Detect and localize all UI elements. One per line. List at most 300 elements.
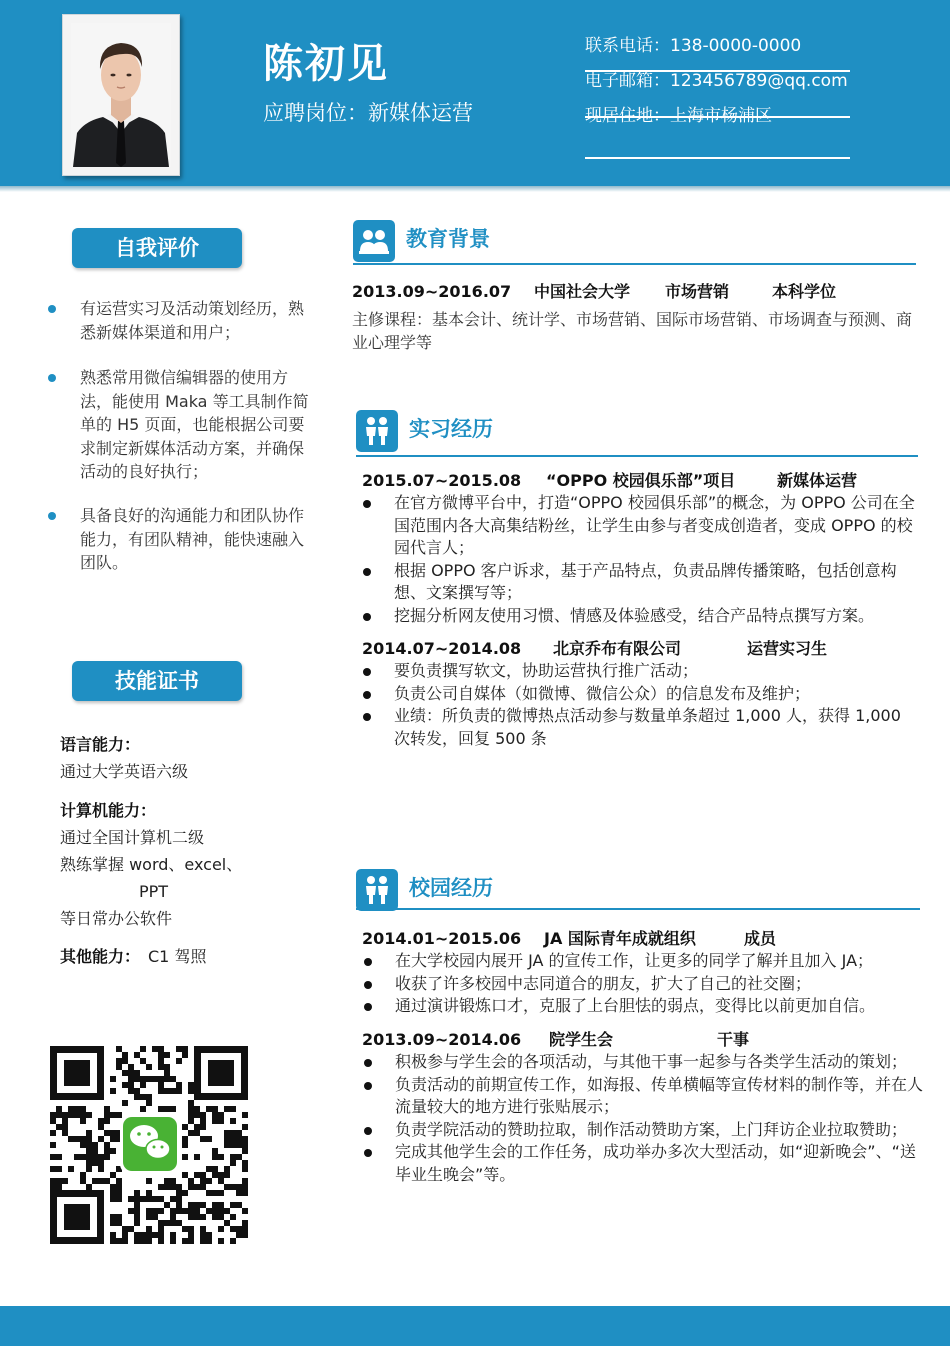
qr-module bbox=[140, 1058, 146, 1064]
qr-module bbox=[110, 1130, 116, 1136]
qr-module bbox=[212, 1172, 218, 1178]
qr-module bbox=[146, 1064, 152, 1070]
qr-module bbox=[242, 1232, 248, 1238]
qr-module bbox=[212, 1214, 218, 1220]
qr-module bbox=[134, 1070, 140, 1076]
header-shadow bbox=[0, 186, 950, 192]
qr-module bbox=[182, 1142, 188, 1148]
qr-module bbox=[146, 1214, 152, 1220]
qr-module bbox=[158, 1238, 164, 1244]
internship-heading: 实习经历 bbox=[409, 417, 493, 441]
qr-module bbox=[176, 1046, 182, 1052]
qr-module bbox=[188, 1118, 194, 1124]
qr-module bbox=[128, 1076, 134, 1082]
qr-module bbox=[86, 1166, 92, 1172]
education-heading: 教育背景 bbox=[406, 227, 490, 251]
list-item: 负责活动的前期宣传工作，如海报、传单横幅等宣传材料的制作等，并在人流量较大的地方进行张贴展示； bbox=[364, 1074, 924, 1119]
qr-module bbox=[242, 1178, 248, 1184]
qr-module bbox=[104, 1118, 110, 1124]
qr-module bbox=[176, 1220, 182, 1226]
contact-divider bbox=[585, 157, 850, 159]
qr-module bbox=[104, 1178, 110, 1184]
skills-heading: 技能证书 bbox=[72, 661, 242, 701]
profile-photo bbox=[71, 23, 171, 167]
qr-module bbox=[56, 1112, 62, 1118]
qr-module bbox=[50, 1166, 56, 1172]
qr-module bbox=[140, 1106, 146, 1112]
qr-module bbox=[56, 1106, 62, 1112]
qr-module bbox=[212, 1112, 218, 1118]
campus-heading: 校园经历 bbox=[409, 876, 493, 900]
other-skill-label: 其他能力： bbox=[60, 947, 141, 966]
qr-module bbox=[182, 1190, 188, 1196]
qr-module bbox=[110, 1088, 116, 1094]
qr-module bbox=[230, 1106, 236, 1112]
qr-module bbox=[206, 1166, 212, 1172]
qr-module bbox=[158, 1208, 164, 1214]
qr-module bbox=[134, 1190, 140, 1196]
qr-module bbox=[98, 1136, 104, 1142]
qr-module bbox=[224, 1166, 230, 1172]
qr-module bbox=[218, 1118, 224, 1124]
computer-skill-label: 计算机能力： bbox=[60, 801, 157, 820]
candidate-name: 陈初见 bbox=[263, 41, 389, 87]
qr-module bbox=[206, 1106, 212, 1112]
qr-module bbox=[158, 1106, 164, 1112]
qr-module bbox=[122, 1058, 128, 1064]
qr-module bbox=[98, 1166, 104, 1172]
qr-module bbox=[200, 1184, 206, 1190]
qr-module bbox=[218, 1154, 224, 1160]
qr-module bbox=[164, 1184, 170, 1190]
qr-module bbox=[236, 1136, 242, 1142]
list-item: 业绩：所负责的微博热点活动参与数量单条超过 1,000 人，获得 1,000 次转发，回复 500 条 bbox=[363, 705, 918, 750]
qr-module bbox=[212, 1208, 218, 1214]
qr-module bbox=[56, 1184, 62, 1190]
list-item: 收获了许多校园中志同道合的朋友，扩大了自己的社交圈； bbox=[364, 973, 924, 996]
qr-module bbox=[164, 1202, 170, 1208]
internship-period: 2014.07~2014.08 bbox=[362, 639, 522, 658]
qr-module bbox=[86, 1154, 92, 1160]
computer-skill-line: 熟练掌握 word、excel、 bbox=[60, 855, 243, 874]
qr-module bbox=[146, 1190, 152, 1196]
language-skill-label: 语言能力： bbox=[60, 735, 141, 754]
qr-module bbox=[206, 1190, 212, 1196]
qr-module bbox=[182, 1052, 188, 1058]
qr-module bbox=[116, 1058, 122, 1064]
qr-module bbox=[62, 1112, 68, 1118]
qr-module bbox=[74, 1154, 80, 1160]
qr-module bbox=[80, 1106, 86, 1112]
section-divider bbox=[353, 263, 916, 265]
qr-module bbox=[212, 1148, 218, 1154]
qr-module bbox=[230, 1214, 236, 1220]
qr-module bbox=[110, 1076, 116, 1082]
qr-module bbox=[200, 1178, 206, 1184]
qr-module bbox=[92, 1148, 98, 1154]
education-major: 市场营销 bbox=[665, 282, 730, 301]
qr-module bbox=[242, 1208, 248, 1214]
qr-module bbox=[188, 1100, 194, 1106]
qr-module bbox=[158, 1220, 164, 1226]
qr-module bbox=[110, 1112, 116, 1118]
qr-module bbox=[230, 1130, 236, 1136]
contact-phone: 联系电话：138-0000-0000 bbox=[585, 36, 802, 56]
self-evaluation-item: 熟悉常用微信编辑器的使用方法，能使用 Maka 等工具制作简单的 H5 页面，也能根据公司要求制定新媒体活动方案，并确保活动的良好执行； bbox=[80, 368, 309, 481]
qr-module bbox=[218, 1208, 224, 1214]
qr-module bbox=[158, 1184, 164, 1190]
qr-module bbox=[134, 1052, 140, 1058]
qr-module bbox=[194, 1184, 200, 1190]
qr-module bbox=[98, 1118, 104, 1124]
qr-module bbox=[140, 1046, 146, 1052]
education-courses: 主修课程：基本会计、统计学、市场营销、国际市场营销、市场调查与预测、商业心理学等 bbox=[352, 310, 913, 352]
qr-module bbox=[86, 1112, 92, 1118]
qr-module bbox=[224, 1136, 230, 1142]
qr-module bbox=[122, 1238, 128, 1244]
qr-module bbox=[230, 1202, 236, 1208]
qr-module bbox=[122, 1052, 128, 1058]
qr-module bbox=[182, 1124, 188, 1130]
qr-module bbox=[224, 1172, 230, 1178]
qr-module bbox=[218, 1214, 224, 1220]
qr-module bbox=[242, 1112, 248, 1118]
qr-module bbox=[194, 1172, 200, 1178]
qr-module bbox=[164, 1064, 170, 1070]
qr-module bbox=[92, 1178, 98, 1184]
graduation-people-icon bbox=[353, 220, 395, 262]
list-item: 完成其他学生会的工作任务，成功举办多次大型活动，如“迎新晚会”、“送毕业生晚会”等。 bbox=[364, 1141, 924, 1186]
qr-module bbox=[236, 1190, 242, 1196]
qr-module bbox=[182, 1208, 188, 1214]
qr-code-icon bbox=[50, 1046, 248, 1244]
computer-skill-line: 等日常办公软件 bbox=[60, 909, 173, 928]
qr-module bbox=[134, 1214, 140, 1220]
qr-module bbox=[140, 1094, 146, 1100]
qr-module bbox=[170, 1184, 176, 1190]
qr-module bbox=[164, 1052, 170, 1058]
qr-module bbox=[200, 1238, 206, 1244]
qr-module bbox=[176, 1196, 182, 1202]
qr-module bbox=[182, 1226, 188, 1232]
qr-module bbox=[224, 1184, 230, 1190]
qr-module bbox=[218, 1172, 224, 1178]
qr-module bbox=[188, 1130, 194, 1136]
qr-module bbox=[128, 1208, 134, 1214]
qr-module bbox=[86, 1148, 92, 1154]
qr-module bbox=[50, 1154, 56, 1160]
qr-module bbox=[80, 1178, 86, 1184]
qr-module bbox=[104, 1112, 110, 1118]
qr-module bbox=[104, 1130, 110, 1136]
qr-module bbox=[242, 1160, 248, 1166]
qr-module bbox=[134, 1202, 140, 1208]
computer-skill-line: 通过全国计算机二级 bbox=[60, 828, 205, 847]
qr-module bbox=[146, 1238, 152, 1244]
qr-module bbox=[242, 1226, 248, 1232]
list-item: 通过演讲锻炼口才，克服了上台胆怯的弱点，变得比以前更加自信。 bbox=[364, 995, 924, 1018]
campus-period: 2014.01~2015.06 bbox=[362, 929, 522, 948]
qr-module bbox=[152, 1232, 158, 1238]
people-icon bbox=[356, 869, 398, 911]
qr-module bbox=[194, 1154, 200, 1160]
qr-module bbox=[176, 1184, 182, 1190]
internship-period: 2015.07~2015.08 bbox=[362, 471, 522, 490]
qr-module bbox=[212, 1190, 218, 1196]
qr-module bbox=[128, 1226, 134, 1232]
qr-module bbox=[128, 1088, 134, 1094]
qr-module bbox=[188, 1178, 194, 1184]
qr-module bbox=[74, 1136, 80, 1142]
qr-module bbox=[206, 1136, 212, 1142]
qr-module bbox=[170, 1232, 176, 1238]
qr-module bbox=[128, 1082, 134, 1088]
qr-module bbox=[116, 1046, 122, 1052]
qr-module bbox=[80, 1136, 86, 1142]
campus-duties-list bbox=[364, 950, 924, 1018]
qr-module bbox=[128, 1196, 134, 1202]
qr-module bbox=[116, 1112, 122, 1118]
qr-module bbox=[242, 1142, 248, 1148]
qr-module bbox=[182, 1154, 188, 1160]
self-evaluation-item: 有运营实习及活动策划经历，熟悉新媒体渠道和用户； bbox=[80, 299, 305, 342]
internship-org: 北京乔布有限公司 bbox=[553, 639, 682, 658]
qr-module bbox=[194, 1124, 200, 1130]
qr-module bbox=[158, 1052, 164, 1058]
qr-module bbox=[188, 1112, 194, 1118]
qr-module bbox=[68, 1112, 74, 1118]
qr-module bbox=[224, 1130, 230, 1136]
qr-module bbox=[110, 1196, 116, 1202]
qr-module bbox=[140, 1196, 146, 1202]
qr-module bbox=[170, 1088, 176, 1094]
qr-module bbox=[188, 1214, 194, 1220]
qr-module bbox=[152, 1046, 158, 1052]
bullet-dot-icon bbox=[48, 374, 56, 382]
qr-module bbox=[116, 1196, 122, 1202]
qr-module bbox=[236, 1154, 242, 1160]
internship-role: 运营实习生 bbox=[747, 639, 828, 658]
qr-module bbox=[200, 1112, 206, 1118]
qr-module bbox=[230, 1142, 236, 1148]
qr-module bbox=[140, 1232, 146, 1238]
self-evaluation-item: 具备良好的沟通能力和团队协作能力，有团队精神，能快速融入团队。 bbox=[80, 506, 305, 572]
qr-module bbox=[200, 1124, 206, 1130]
list-item: 在大学校园内展开 JA 的宣传工作，让更多的同学了解并且加入 JA； bbox=[364, 950, 924, 973]
qr-module bbox=[188, 1184, 194, 1190]
qr-module bbox=[104, 1106, 110, 1112]
qr-module bbox=[176, 1202, 182, 1208]
education-school: 中国社会大学 bbox=[534, 282, 631, 301]
qr-module bbox=[140, 1076, 146, 1082]
qr-module bbox=[56, 1154, 62, 1160]
qr-module bbox=[164, 1070, 170, 1076]
qr-module bbox=[92, 1142, 98, 1148]
qr-module bbox=[122, 1070, 128, 1076]
qr-module bbox=[68, 1106, 74, 1112]
qr-module bbox=[110, 1184, 116, 1190]
qr-module bbox=[104, 1142, 110, 1148]
qr-module bbox=[134, 1196, 140, 1202]
qr-module bbox=[122, 1082, 128, 1088]
qr-module bbox=[242, 1220, 248, 1226]
qr-module bbox=[110, 1148, 116, 1154]
qr-module bbox=[158, 1088, 164, 1094]
qr-module bbox=[194, 1214, 200, 1220]
qr-module bbox=[164, 1220, 170, 1226]
qr-module bbox=[158, 1076, 164, 1082]
qr-module bbox=[92, 1160, 98, 1166]
qr-module bbox=[122, 1232, 128, 1238]
qr-module bbox=[182, 1238, 188, 1244]
qr-module bbox=[170, 1208, 176, 1214]
qr-module bbox=[176, 1190, 182, 1196]
qr-module bbox=[218, 1226, 224, 1232]
qr-module bbox=[236, 1232, 242, 1238]
qr-module bbox=[230, 1136, 236, 1142]
qr-module bbox=[230, 1160, 236, 1166]
qr-module bbox=[134, 1238, 140, 1244]
qr-module bbox=[86, 1160, 92, 1166]
qr-module bbox=[116, 1220, 122, 1226]
qr-module bbox=[158, 1196, 164, 1202]
person-portrait-icon bbox=[71, 23, 171, 167]
qr-module bbox=[80, 1118, 86, 1124]
qr-module bbox=[116, 1178, 122, 1184]
qr-module bbox=[170, 1196, 176, 1202]
qr-module bbox=[224, 1106, 230, 1112]
qr-module bbox=[134, 1076, 140, 1082]
qr-module bbox=[128, 1064, 134, 1070]
qr-module bbox=[212, 1166, 218, 1172]
qr-module bbox=[206, 1232, 212, 1238]
qr-module bbox=[218, 1190, 224, 1196]
qr-module bbox=[74, 1106, 80, 1112]
qr-module bbox=[68, 1136, 74, 1142]
qr-module bbox=[182, 1136, 188, 1142]
qr-module bbox=[80, 1142, 86, 1148]
qr-module bbox=[86, 1184, 92, 1190]
qr-module bbox=[230, 1226, 236, 1232]
list-item: 在官方微博平台中，打造“OPPO 校园俱乐部”的概念，为 OPPO 公司在全国范围内各大高集结粉丝，让学生由参与者变成创造者，变成 OPPO 的校园代言人； bbox=[363, 492, 918, 560]
qr-module bbox=[50, 1184, 56, 1190]
qr-module bbox=[98, 1124, 104, 1130]
other-skill-text: C1 驾照 bbox=[148, 947, 207, 966]
applied-position: 应聘岗位：新媒体运营 bbox=[263, 101, 473, 125]
qr-module bbox=[62, 1178, 68, 1184]
qr-module bbox=[164, 1088, 170, 1094]
qr-module bbox=[50, 1178, 56, 1184]
list-item: 挖掘分析网友使用习惯、情感及体验感受，结合产品特点撰写方案。 bbox=[363, 605, 918, 628]
qr-module bbox=[134, 1220, 140, 1226]
qr-module bbox=[230, 1154, 236, 1160]
qr-module bbox=[140, 1238, 146, 1244]
qr-module bbox=[152, 1196, 158, 1202]
qr-module bbox=[200, 1118, 206, 1124]
qr-module bbox=[218, 1202, 224, 1208]
self-evaluation-heading: 自我评价 bbox=[72, 228, 242, 268]
qr-module bbox=[230, 1118, 236, 1124]
qr-module bbox=[68, 1166, 74, 1172]
qr-module bbox=[188, 1226, 194, 1232]
qr-module bbox=[200, 1232, 206, 1238]
qr-module bbox=[218, 1238, 224, 1244]
qr-module bbox=[200, 1226, 206, 1232]
qr-module bbox=[176, 1058, 182, 1064]
qr-module bbox=[242, 1136, 248, 1142]
qr-module bbox=[152, 1076, 158, 1082]
qr-module bbox=[158, 1082, 164, 1088]
qr-module bbox=[122, 1100, 128, 1106]
qr-module bbox=[200, 1214, 206, 1220]
qr-module bbox=[146, 1208, 152, 1214]
qr-module bbox=[86, 1136, 92, 1142]
qr-module bbox=[218, 1178, 224, 1184]
campus-period: 2013.09~2014.06 bbox=[362, 1030, 522, 1049]
qr-module bbox=[50, 1142, 56, 1148]
internship-org: “OPPO 校园俱乐部”项目 bbox=[546, 471, 736, 490]
qr-module bbox=[194, 1130, 200, 1136]
qr-module bbox=[188, 1106, 194, 1112]
campus-org: JA 国际青年成就组织 bbox=[544, 929, 696, 948]
qr-module bbox=[236, 1202, 242, 1208]
qr-module bbox=[158, 1058, 164, 1064]
qr-module bbox=[164, 1076, 170, 1082]
list-item: 积极参与学生会的各项活动，与其他干事一起参与各类学生活动的策划； bbox=[364, 1051, 924, 1074]
qr-module bbox=[152, 1214, 158, 1220]
qr-module bbox=[50, 1112, 56, 1118]
qr-module bbox=[236, 1184, 242, 1190]
internship-duties-list bbox=[363, 492, 918, 627]
qr-module bbox=[134, 1094, 140, 1100]
qr-module bbox=[110, 1190, 116, 1196]
qr-module bbox=[188, 1232, 194, 1238]
qr-module bbox=[170, 1076, 176, 1082]
qr-module bbox=[116, 1184, 122, 1190]
qr-module bbox=[188, 1208, 194, 1214]
qr-module bbox=[194, 1112, 200, 1118]
qr-module bbox=[224, 1208, 230, 1214]
internship-role: 新媒体运营 bbox=[777, 471, 858, 490]
qr-module bbox=[212, 1118, 218, 1124]
qr-module bbox=[110, 1172, 116, 1178]
qr-module bbox=[74, 1112, 80, 1118]
contact-email: 电子邮箱：123456789@qq.com bbox=[585, 71, 848, 91]
qr-module bbox=[200, 1172, 206, 1178]
qr-module bbox=[224, 1220, 230, 1226]
qr-module bbox=[80, 1172, 86, 1178]
list-item: 负责公司自媒体（如微博、微信公众）的信息发布及维护； bbox=[363, 683, 918, 706]
qr-module bbox=[218, 1112, 224, 1118]
qr-module bbox=[176, 1208, 182, 1214]
qr-module bbox=[158, 1046, 164, 1052]
qr-module bbox=[50, 1118, 56, 1124]
qr-module bbox=[56, 1178, 62, 1184]
qr-module bbox=[146, 1100, 152, 1106]
people-icon bbox=[356, 410, 398, 452]
qr-module bbox=[62, 1130, 68, 1136]
qr-module bbox=[200, 1136, 206, 1142]
education-period: 2013.09~2016.07 bbox=[352, 282, 512, 301]
qr-module bbox=[242, 1190, 248, 1196]
qr-module bbox=[110, 1214, 116, 1220]
qr-module bbox=[116, 1214, 122, 1220]
qr-module bbox=[188, 1088, 194, 1094]
qr-module bbox=[140, 1082, 146, 1088]
qr-module bbox=[170, 1106, 176, 1112]
qr-module bbox=[56, 1166, 62, 1172]
qr-module bbox=[212, 1202, 218, 1208]
